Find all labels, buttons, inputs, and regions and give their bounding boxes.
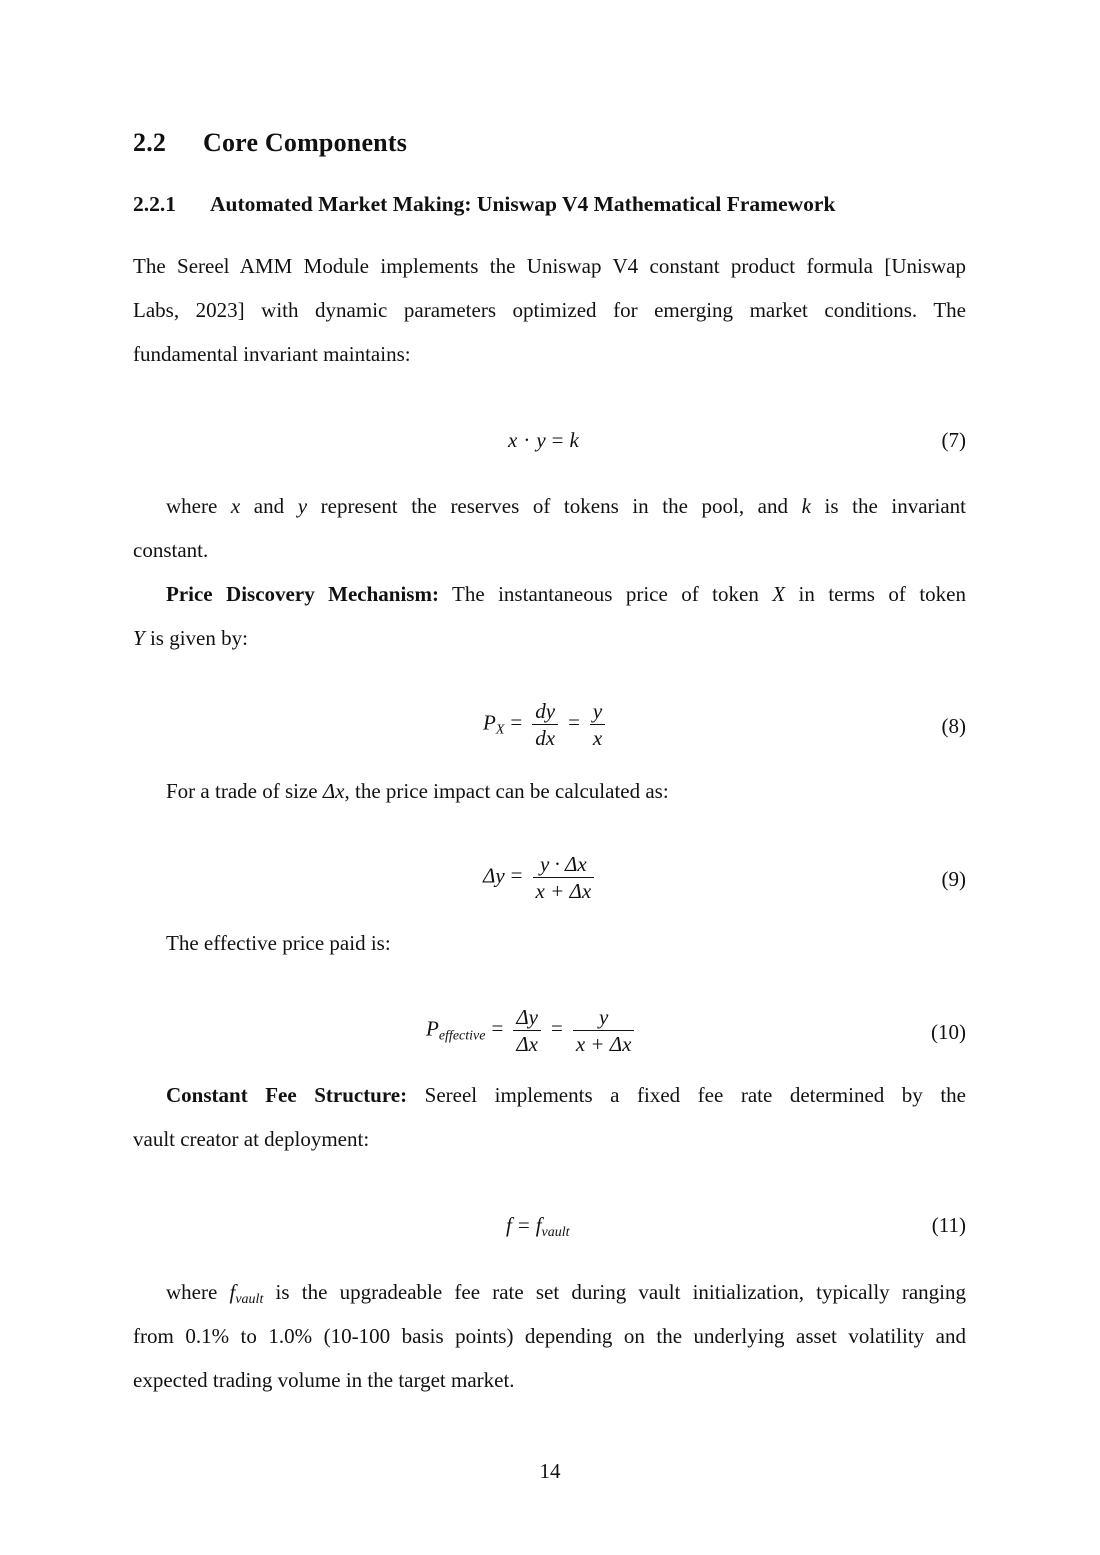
eq7-dot: ·	[523, 428, 531, 452]
where1-x: x	[230, 494, 241, 518]
equation-7-body	[508, 428, 579, 453]
where1-text-d: is the invariant	[810, 494, 966, 518]
subsection-number: 2.2.1	[133, 192, 176, 216]
where2-text-a: where	[166, 1280, 230, 1304]
where1-y: y	[297, 494, 308, 518]
eq8-denominator-2: x	[592, 726, 603, 750]
fee-line-2: vault creator at deployment:	[133, 1127, 370, 1151]
price-discovery-heading: Price Discovery Mechanism:	[166, 582, 439, 606]
trade-text-a: For a trade of size	[166, 779, 323, 803]
price-discovery-text-b: in terms of token	[785, 582, 966, 606]
eq8-fraction-1	[532, 698, 558, 751]
eq8-numerator-2: y	[590, 698, 605, 725]
eq8-fraction-2	[590, 698, 605, 751]
price-discovery-Y: Y	[133, 626, 145, 650]
section-number: 2.2	[133, 128, 167, 157]
eq9-denominator: x + Δx	[535, 879, 592, 903]
eq8-denominator-1: dx	[535, 726, 556, 750]
eq8-P: P	[483, 710, 496, 735]
eq10-subscript: effective	[438, 1028, 486, 1044]
where2-line-3: expected trading volume in the target market.	[133, 1368, 515, 1392]
section-title: Core Components	[203, 128, 408, 157]
eq8-numerator-1: dy	[532, 698, 558, 725]
price-discovery-paragraph	[133, 572, 966, 660]
where1-text-b: and	[240, 494, 298, 518]
equation-8	[133, 698, 966, 758]
price-discovery-text-c: is given by:	[144, 626, 248, 650]
fee-heading: Constant Fee Structure:	[166, 1083, 408, 1107]
equation-10	[133, 1004, 966, 1064]
price-discovery-line-2	[133, 616, 966, 660]
equation-9	[133, 851, 966, 911]
trade-delta-x: Δx	[322, 779, 345, 803]
where2-text-b: is the upgradeable fee rate set during vault initialization, typically ranging	[263, 1280, 966, 1304]
section-heading	[133, 128, 407, 158]
equation-9-number: (9)	[941, 867, 966, 891]
eq10-fraction-2	[573, 1004, 635, 1057]
where2-subscript: vault	[235, 1292, 264, 1307]
where1-k: k	[801, 494, 811, 518]
eq9-lhs: Δy	[483, 863, 505, 888]
eq7-x: x	[508, 428, 518, 452]
equation-9-body	[483, 851, 598, 904]
eq10-numerator-1: Δy	[513, 1004, 541, 1031]
where1-text-c: represent the reserves of tokens in the pool, and	[307, 494, 802, 518]
eq8-subscript: X	[495, 722, 505, 738]
eq7-k: k	[569, 428, 579, 452]
where2-line-2: from 0.1% to 1.0% (10-100 basis points) depending on the underlying asset volatility and	[133, 1324, 966, 1348]
subsection-title: Automated Market Making: Uniswap V4 Mathematical Framework	[210, 192, 836, 216]
equation-11	[133, 1213, 966, 1243]
subsection-heading	[133, 192, 835, 217]
equation-10-number: (10)	[931, 1020, 966, 1044]
where1-line-2: constant.	[133, 538, 209, 562]
eq10-numerator-2: y	[573, 1004, 635, 1031]
fee-line-1	[133, 1073, 966, 1117]
eq11-subscript: vault	[541, 1225, 570, 1240]
effective-line: The effective price paid is:	[166, 931, 391, 955]
fee-text-a: Sereel implements a fixed fee rate determined by the	[407, 1083, 966, 1107]
page-number: 14	[539, 1459, 561, 1483]
trade-text-b: , the price impact can be calculated as:	[344, 779, 669, 803]
eq9-fraction	[533, 851, 595, 904]
price-discovery-line-1	[133, 572, 966, 616]
intro-line-3: fundamental invariant maintains:	[133, 342, 411, 366]
intro-line-1: The Sereel AMM Module implements the Uniswap V4 constant product formula [Uniswap	[133, 254, 966, 278]
where2-f: f	[229, 1280, 236, 1304]
where-paragraph-2	[133, 1270, 966, 1402]
where1-text-a: where	[166, 494, 231, 518]
eq9-numerator: y · Δx	[533, 851, 595, 878]
effective-paragraph	[133, 921, 966, 965]
eq11-equals: =	[517, 1213, 530, 1237]
eq10-equals-1: =	[491, 1016, 504, 1041]
equation-8-body	[483, 698, 609, 751]
eq7-y: y	[536, 428, 546, 452]
trade-line	[133, 769, 966, 813]
intro-paragraph	[133, 244, 966, 376]
where-paragraph-1	[133, 484, 966, 572]
eq11-rhs-f: f	[535, 1213, 542, 1237]
eq9-equals: =	[510, 863, 523, 888]
equation-7	[133, 428, 966, 458]
equation-10-body	[426, 1004, 638, 1057]
where1-line-1	[133, 484, 966, 528]
price-discovery-text-a: The instantaneous price of token	[438, 582, 773, 606]
equation-8-number: (8)	[941, 714, 966, 738]
equation-11-number: (11)	[931, 1213, 966, 1237]
eq10-denominator-1: Δx	[516, 1032, 538, 1056]
eq8-equals-2: =	[568, 710, 580, 735]
eq10-P: P	[426, 1016, 439, 1041]
where2-line-1	[133, 1270, 966, 1314]
intro-line-2: Labs, 2023] with dynamic parameters optimized for emerging market conditions. The	[133, 298, 966, 322]
fee-paragraph	[133, 1073, 966, 1161]
eq10-fraction-1	[513, 1004, 541, 1057]
eq7-equals: =	[551, 428, 564, 452]
equation-7-number: (7)	[941, 428, 966, 452]
eq8-equals-1: =	[510, 710, 523, 735]
eq10-denominator-2: x + Δx	[575, 1032, 632, 1056]
eq10-equals-2: =	[550, 1016, 563, 1041]
trade-paragraph	[133, 769, 966, 813]
price-discovery-X: X	[772, 582, 786, 606]
eq11-f: f	[506, 1213, 512, 1237]
equation-11-body	[506, 1213, 570, 1241]
